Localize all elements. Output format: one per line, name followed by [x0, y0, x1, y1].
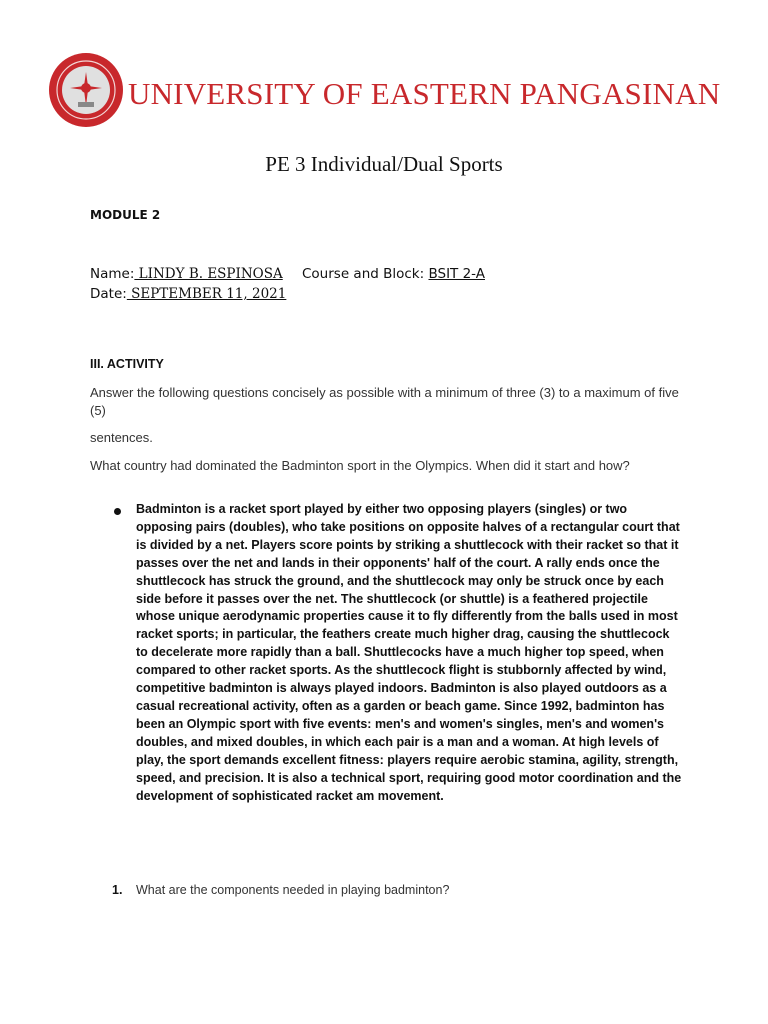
date-label: Date:: [90, 286, 127, 302]
name-label: Name:: [90, 266, 135, 282]
page-title: PE 3 Individual/Dual Sports: [265, 152, 503, 176]
course-label: Course and Block:: [302, 266, 425, 282]
date-value: SEPTEMBER 11, 2021: [126, 286, 287, 302]
bullet-icon: [114, 508, 121, 515]
question-number: 1.: [112, 883, 123, 897]
instructions-text: Answer the following questions concisely as possible with a minimum of three (3) to a maximum of five (5): [90, 385, 679, 418]
name-value: LINDY B. ESPINOSA: [134, 266, 283, 282]
numbered-question-text: What are the components needed in playing badminton?: [136, 883, 450, 897]
course-line: [302, 266, 485, 282]
answer-paragraph: Badminton is a racket sport played by either two opposing players (singles) or two opposing pairs (doubles), who take positions on opposite halves of a rectangular court that is divided by a net. Players score points by striking a shuttlecock with their racket so that it passes over the net and lands in their opponents' half of the court. A rally ends once the shuttlecock has struck the ground, and the shuttlecock may only be struck once by each side before it passes over the net. The shuttlecock (or shuttle) is a feathered projectile whose unique aerodynamic properties cause it to fly differently from the balls used in most racket sports; in particular, the feathers create much higher drag, causing the shuttlecock to decelerate more rapidly than a ball. Shuttlecocks have a much higher top speed, when compared to other racket sports. As the shuttlecock flight is stubbornly affected by wind, competitive badminton is always played indoors. Badminton is also played outdoors as a casual recreational activity, often as a garden or beach game. Since 1992, badminton has been an Olympic sport with five events: men's and women's singles, men's and women's doubles, and mixed doubles, in which each pair is a man and a woman. At high levels of play, the sport demands excellent fitness: players require aerobic stamina, agility, strength, speed, and precision. It is also a technical sport, requiring good motor coordination and the development of sophisticated racket am movement.: [136, 502, 682, 803]
module-label: MODULE 2: [90, 208, 161, 222]
name-line: [90, 266, 283, 282]
university-seal-icon: [48, 52, 124, 128]
course-value: BSIT 2-A: [428, 266, 485, 282]
date-line: [90, 286, 286, 302]
instructions-continued: sentences.: [90, 430, 153, 445]
section-heading: III. ACTIVITY: [90, 357, 164, 371]
university-header: [48, 50, 728, 130]
question-text: What country had dominated the Badminton sport in the Olympics. When did it start and how?: [90, 458, 630, 473]
university-name: UNIVERSITY OF EASTERN PANGASINAN: [128, 76, 721, 111]
